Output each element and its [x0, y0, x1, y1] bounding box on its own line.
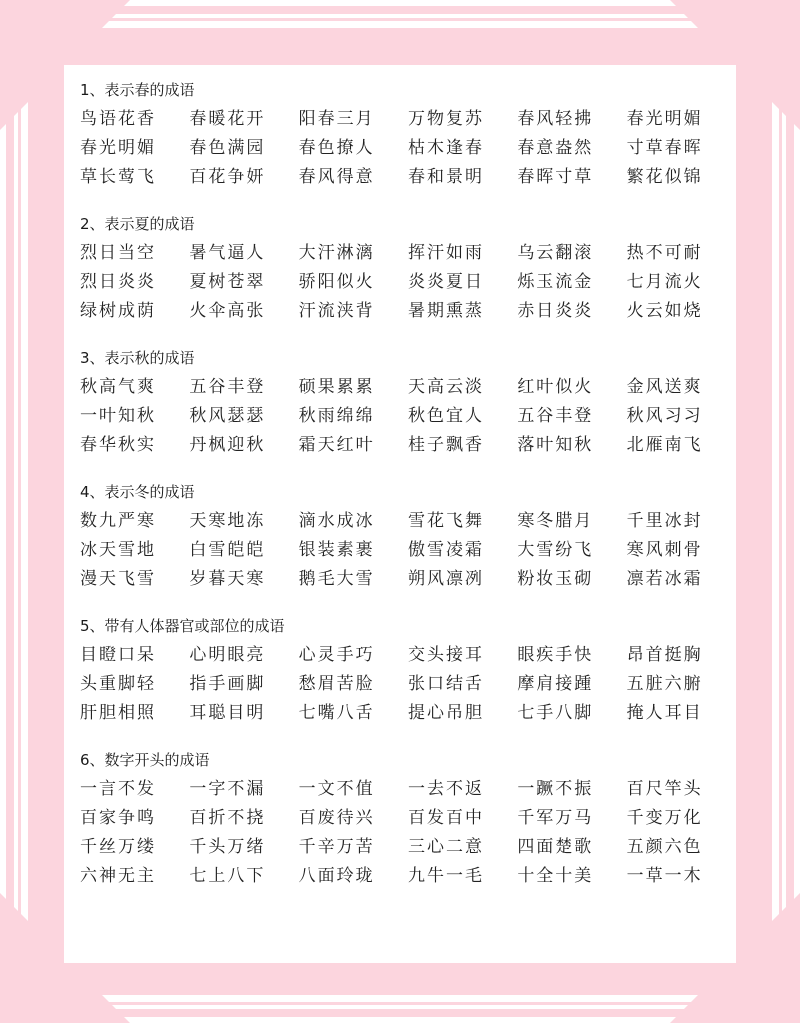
- section-title: 6、数字开头的成语: [80, 751, 210, 769]
- idiom-item: 一字不漏: [189, 779, 266, 799]
- idiom-item: 一蹶不振: [517, 779, 594, 799]
- section-title: 2、表示夏的成语: [80, 215, 195, 233]
- idiom-item: 百折不挠: [189, 808, 266, 828]
- idiom-item: 肝胆相照: [80, 703, 156, 723]
- idiom-row: [80, 862, 736, 891]
- idiom-item: 张口结舌: [407, 674, 484, 694]
- idiom-item: 银装素裹: [298, 540, 375, 560]
- idiom-item: 眼疾手快: [517, 645, 594, 665]
- idiom-row: [80, 431, 736, 460]
- idiom-section: [80, 79, 736, 192]
- idiom-item: 一草一木: [626, 866, 703, 886]
- idiom-item: 凛若冰霜: [626, 569, 703, 589]
- idiom-item: 炎炎夏日: [407, 272, 484, 292]
- idiom-item: 烈日炎炎: [80, 272, 156, 292]
- idiom-item: 阳春三月: [298, 109, 375, 129]
- idiom-item: 夏树苍翠: [189, 272, 266, 292]
- idiom-item: 春色撩人: [298, 138, 375, 158]
- idiom-item: 千丝万缕: [80, 837, 156, 857]
- idiom-item: 大雪纷飞: [517, 540, 594, 560]
- idiom-item: 粉妆玉砌: [517, 569, 594, 589]
- section-title: 5、带有人体器官或部位的成语: [80, 617, 285, 635]
- idiom-item: 大汗淋漓: [298, 243, 375, 263]
- idiom-item: 春光明媚: [626, 109, 703, 129]
- idiom-item: 暑气逼人: [189, 243, 266, 263]
- idiom-item: 万物复苏: [407, 109, 484, 129]
- idiom-item: 霜天红叶: [298, 435, 375, 455]
- idiom-item: 提心吊胆: [407, 703, 484, 723]
- idiom-item: 草长莺飞: [80, 167, 156, 187]
- idiom-item: 红叶似火: [517, 377, 594, 397]
- idiom-item: 千变万化: [626, 808, 703, 828]
- idiom-item: 烈日当空: [80, 243, 156, 263]
- idiom-item: 春和景明: [407, 167, 484, 187]
- idiom-item: 繁花似锦: [626, 167, 703, 187]
- idiom-item: 赤日炎炎: [517, 301, 594, 321]
- idiom-item: 秋风瑟瑟: [189, 406, 266, 426]
- idiom-section: [80, 347, 736, 460]
- idiom-row: [80, 373, 736, 402]
- section-title: 3、表示秋的成语: [80, 349, 195, 367]
- section-title: 1、表示春的成语: [80, 81, 195, 99]
- idiom-item: 数九严寒: [80, 511, 156, 531]
- idiom-item: 七上八下: [189, 866, 266, 886]
- idiom-row: [80, 804, 736, 833]
- idiom-item: 朔风凛冽: [407, 569, 484, 589]
- idiom-row: [80, 268, 736, 297]
- idiom-item: 北雁南飞: [626, 435, 703, 455]
- idiom-item: 骄阳似火: [298, 272, 375, 292]
- idiom-card: [64, 65, 736, 963]
- idiom-item: 落叶知秋: [517, 435, 594, 455]
- idiom-item: 五颜六色: [626, 837, 703, 857]
- idiom-row: [80, 134, 736, 163]
- idiom-item: 摩肩接踵: [517, 674, 594, 694]
- idiom-row: [80, 833, 736, 862]
- idiom-item: 昂首挺胸: [626, 645, 703, 665]
- idiom-item: 十全十美: [517, 866, 594, 886]
- idiom-item: 挥汗如雨: [407, 243, 484, 263]
- idiom-item: 天寒地冻: [189, 511, 266, 531]
- idiom-row: [80, 239, 736, 268]
- idiom-item: 千头万绪: [189, 837, 266, 857]
- idiom-item: 一言不发: [80, 779, 156, 799]
- idiom-item: 鹅毛大雪: [298, 569, 375, 589]
- idiom-item: 头重脚轻: [80, 674, 156, 694]
- idiom-row: [80, 565, 736, 594]
- idiom-item: 烁玉流金: [517, 272, 594, 292]
- idiom-item: 心明眼亮: [189, 645, 266, 665]
- idiom-item: 春华秋实: [80, 435, 156, 455]
- idiom-item: 滴水成冰: [298, 511, 375, 531]
- idiom-item: 雪花飞舞: [407, 511, 484, 531]
- idiom-row: [80, 163, 736, 192]
- idiom-item: 愁眉苦脸: [298, 674, 375, 694]
- idiom-item: 三心二意: [407, 837, 484, 857]
- idiom-item: 秋色宜人: [407, 406, 484, 426]
- idiom-item: 百废待兴: [298, 808, 375, 828]
- idiom-item: 天高云淡: [407, 377, 484, 397]
- idiom-item: 九牛一毛: [407, 866, 484, 886]
- idiom-item: 百发百中: [407, 808, 484, 828]
- idiom-item: 汗流浃背: [298, 301, 375, 321]
- idiom-item: 金风送爽: [626, 377, 703, 397]
- idiom-item: 交头接耳: [407, 645, 484, 665]
- idiom-item: 千辛万苦: [298, 837, 375, 857]
- idiom-item: 傲雪凌霜: [407, 540, 484, 560]
- idiom-row: [80, 507, 736, 536]
- idiom-item: 鸟语花香: [80, 109, 156, 129]
- idiom-section: [80, 615, 736, 728]
- idiom-item: 枯木逢春: [407, 138, 484, 158]
- idiom-item: 春意盎然: [517, 138, 594, 158]
- idiom-item: 掩人耳目: [626, 703, 703, 723]
- idiom-item: 春晖寸草: [517, 167, 594, 187]
- idiom-item: 秋风习习: [626, 406, 703, 426]
- idiom-item: 寒冬腊月: [517, 511, 594, 531]
- idiom-item: 秋雨绵绵: [298, 406, 375, 426]
- idiom-item: 火云如烧: [626, 301, 703, 321]
- idiom-item: 桂子飘香: [407, 435, 484, 455]
- idiom-item: 心灵手巧: [298, 645, 375, 665]
- idiom-item: 千军万马: [517, 808, 594, 828]
- idiom-item: 六神无主: [80, 866, 156, 886]
- idiom-item: 秋高气爽: [80, 377, 156, 397]
- idiom-row: [80, 641, 736, 670]
- idiom-item: 四面楚歌: [517, 837, 594, 857]
- idiom-item: 百尺竿头: [626, 779, 703, 799]
- idiom-item: 春风得意: [298, 167, 375, 187]
- idiom-item: 五谷丰登: [189, 377, 266, 397]
- idiom-row: [80, 699, 736, 728]
- idiom-item: 目瞪口呆: [80, 645, 156, 665]
- idiom-row: [80, 105, 736, 134]
- idiom-item: 岁暮天寒: [189, 569, 266, 589]
- idiom-item: 七手八脚: [517, 703, 594, 723]
- idiom-item: 丹枫迎秋: [189, 435, 266, 455]
- idiom-item: 漫天飞雪: [80, 569, 156, 589]
- idiom-item: 指手画脚: [189, 674, 266, 694]
- idiom-item: 七嘴八舌: [298, 703, 375, 723]
- idiom-item: 热不可耐: [626, 243, 703, 263]
- idiom-item: 百家争鸣: [80, 808, 156, 828]
- idiom-row: [80, 775, 736, 804]
- idiom-item: 春色满园: [189, 138, 266, 158]
- idiom-item: 春暖花开: [189, 109, 266, 129]
- idiom-item: 春风轻拂: [517, 109, 594, 129]
- idiom-item: 一文不值: [298, 779, 375, 799]
- idiom-item: 七月流火: [626, 272, 703, 292]
- idiom-item: 火伞高张: [189, 301, 266, 321]
- idiom-item: 春光明媚: [80, 138, 156, 158]
- idiom-section: [80, 481, 736, 594]
- idiom-item: 一叶知秋: [80, 406, 156, 426]
- idiom-row: [80, 297, 736, 326]
- idiom-item: 五谷丰登: [517, 406, 594, 426]
- idiom-item: 暑期熏蒸: [407, 301, 484, 321]
- idiom-item: 五脏六腑: [626, 674, 703, 694]
- idiom-item: 绿树成荫: [80, 301, 156, 321]
- idiom-item: 乌云翻滚: [517, 243, 594, 263]
- section-title: 4、表示冬的成语: [80, 483, 195, 501]
- idiom-item: 冰天雪地: [80, 540, 156, 560]
- idiom-item: 白雪皑皑: [189, 540, 266, 560]
- idiom-item: 一去不返: [407, 779, 484, 799]
- idiom-item: 八面玲珑: [298, 866, 375, 886]
- idiom-row: [80, 402, 736, 431]
- idiom-item: 寒风刺骨: [626, 540, 703, 560]
- idiom-row: [80, 536, 736, 565]
- idiom-item: 寸草春晖: [626, 138, 703, 158]
- idiom-item: 硕果累累: [298, 377, 375, 397]
- idiom-item: 耳聪目明: [189, 703, 266, 723]
- idiom-section: [80, 749, 736, 891]
- idiom-item: 千里冰封: [626, 511, 703, 531]
- idiom-section: [80, 213, 736, 326]
- idiom-item: 百花争妍: [189, 167, 266, 187]
- idiom-row: [80, 670, 736, 699]
